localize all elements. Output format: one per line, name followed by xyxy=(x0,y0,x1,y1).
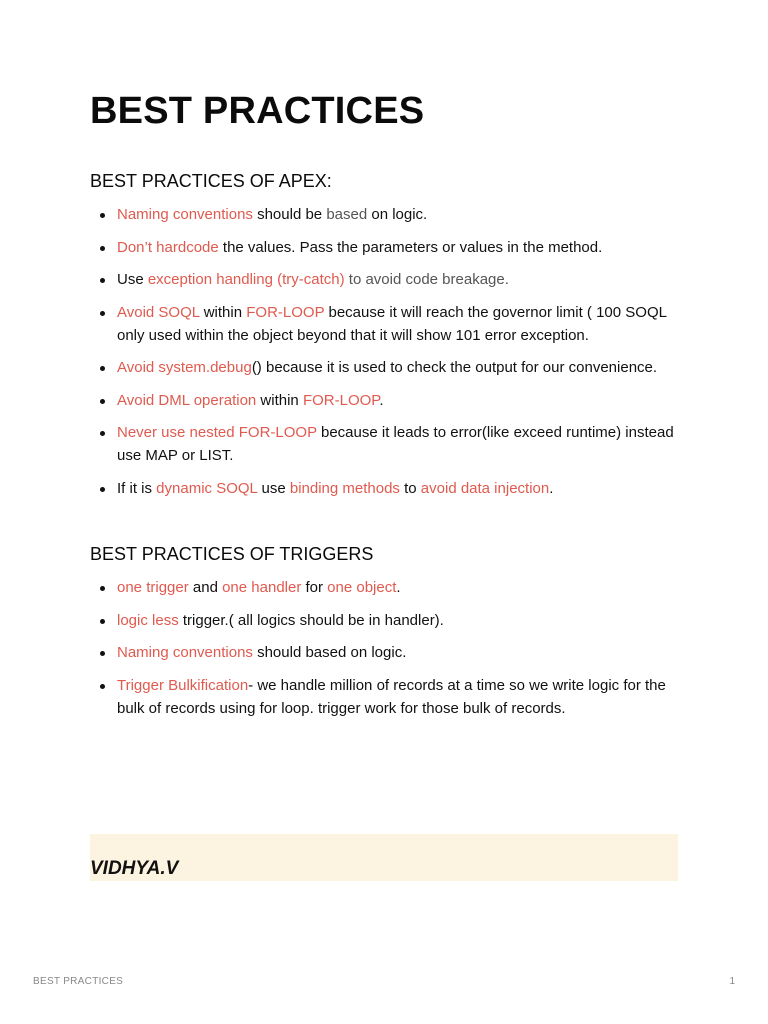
item-text: the values. Pass the parameters or values in the method. xyxy=(218,238,603,256)
highlight-text: Trigger Bulkification xyxy=(117,676,249,694)
highlight-text: Never use nested FOR-LOOP xyxy=(117,424,317,441)
item-text: on logic. xyxy=(367,206,428,223)
item-text: trigger.( all logics should be in handler). xyxy=(178,611,444,629)
highlight-text: FOR-LOOP xyxy=(246,303,325,321)
highlight-text: Avoid DML operation xyxy=(117,391,257,409)
item-text: If it is xyxy=(117,479,157,497)
apex-item-avoid-dml-in-loop xyxy=(90,389,680,412)
highlight-text: Avoid system.debug xyxy=(117,359,252,376)
trigger-item-logic-less xyxy=(90,609,680,632)
item-text: - we handle million of records at a time so we write logic for the bulk of records using for loop. trigger work for those bulk of records. xyxy=(117,676,666,717)
item-text: and xyxy=(188,579,223,596)
highlight-text: logic less xyxy=(117,611,179,629)
highlight-text: FOR-LOOP xyxy=(302,391,380,409)
highlight-text: Avoid SOQL xyxy=(117,303,200,321)
highlight-text: one object xyxy=(327,579,397,596)
item-text: because it leads to error(like exceed runtime) instead use MAP or LIST. xyxy=(117,424,674,464)
item-text: . xyxy=(379,391,384,409)
apex-practices-list xyxy=(90,203,680,509)
footer-document-title: BEST PRACTICES xyxy=(33,976,124,987)
item-text: Use xyxy=(117,271,148,288)
item-text: because it will reach the governor limit ( 100 SOQL only used within the object beyond that it will show 101 error exception. xyxy=(117,303,667,344)
apex-item-dynamic-soql xyxy=(90,477,680,500)
highlight-text: dynamic SOQL xyxy=(156,479,258,497)
item-text: within xyxy=(199,303,247,321)
highlight-text: Naming conventions xyxy=(117,206,253,223)
trigger-item-bulkification xyxy=(90,674,680,720)
highlight-text: binding methods xyxy=(289,479,400,497)
apex-item-dont-hardcode xyxy=(90,236,680,259)
trigger-item-naming-conventions xyxy=(90,641,680,664)
item-text: . xyxy=(396,579,401,596)
signature-callout xyxy=(90,834,678,881)
item-text: . xyxy=(549,479,554,497)
highlight-text: avoid data injection xyxy=(420,479,550,497)
item-text: () because it is used to check the output for our convenience. xyxy=(251,359,658,376)
highlight-text: one handler xyxy=(222,579,302,596)
item-text: should based on logic. xyxy=(252,644,407,661)
triggers-practices-list xyxy=(90,576,680,729)
author-signature: VIDHYA.V xyxy=(90,858,179,879)
item-text: use xyxy=(257,479,290,497)
apex-item-naming-conventions xyxy=(90,203,680,226)
trigger-item-one-trigger xyxy=(90,576,680,599)
item-text: within xyxy=(256,391,303,409)
muted-text: to avoid code breakage. xyxy=(344,271,509,288)
footer-page-number: 1 xyxy=(729,976,735,987)
apex-item-avoid-system-debug xyxy=(90,356,680,379)
triggers-section-heading: BEST PRACTICES OF TRIGGERS xyxy=(90,544,374,564)
item-text: for xyxy=(301,579,328,596)
item-text: to xyxy=(399,479,421,497)
apex-item-exception-handling xyxy=(90,268,680,291)
apex-item-nested-loop xyxy=(90,421,680,467)
muted-text: based xyxy=(326,206,368,223)
highlight-text: Don’t hardcode xyxy=(117,238,219,256)
apex-section-heading: BEST PRACTICES OF APEX: xyxy=(90,171,332,191)
page-title: BEST PRACTICES xyxy=(90,90,425,132)
highlight-text: Naming conventions xyxy=(117,644,253,661)
item-text: should be xyxy=(252,206,327,223)
highlight-text: one trigger xyxy=(117,579,189,596)
highlight-text: exception handling (try-catch) xyxy=(147,271,345,288)
apex-item-avoid-soql-in-loop xyxy=(90,301,680,347)
